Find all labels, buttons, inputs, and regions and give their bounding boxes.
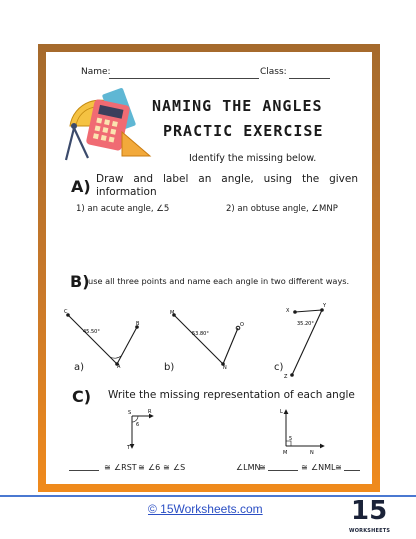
congruent-5: ≅ (301, 463, 308, 472)
fig-lmn-n: N (310, 450, 314, 456)
class-line (289, 78, 330, 79)
logo-text: WORKSHEETS (349, 528, 391, 534)
angle-figure-c (292, 310, 322, 375)
section-a-item-2: 2) an obtuse angle, ∠MNP (226, 204, 338, 214)
section-c-figures (120, 406, 360, 458)
name-label: Name: (81, 67, 111, 77)
fig-a-measure-label: 45.50° (83, 329, 100, 335)
fig-b-label: b) (164, 362, 175, 373)
section-c-letter: C) (72, 387, 92, 406)
fig-a-vertex-1: C (64, 309, 68, 315)
fig-c-vertex-3: Z (284, 374, 288, 380)
logo-number: 15 (351, 496, 388, 526)
answer-blank-1[interactable] (69, 470, 99, 471)
section-a-instruction: Draw and label an angle, using the given information (96, 173, 358, 198)
section-b-figures (60, 298, 370, 382)
congruent-1: ≅ (104, 463, 111, 472)
fig-rst-number: 6 (136, 422, 140, 428)
title-line-2: PRACTIC EXERCISE (163, 122, 324, 140)
section-b-letter: B) (70, 272, 90, 291)
angle-6: ∠6 (148, 463, 161, 472)
fig-b-measure-label: 53.80° (192, 331, 209, 337)
section-a-letter: A) (71, 177, 91, 196)
fig-b-vertex-3: O (240, 322, 244, 328)
angle-nml: ∠NML (311, 463, 336, 472)
fig-rst-r: R (148, 409, 152, 415)
fig-c-vertex-1: X (286, 308, 290, 314)
class-label: Class: (260, 67, 287, 77)
angle-rst: ∠RST (114, 463, 137, 472)
congruent-3: ≅ (163, 463, 170, 472)
worksheets-logo (349, 496, 391, 538)
congruent-4: ≅ (259, 463, 266, 472)
fig-b-vertex-2: N (223, 365, 227, 371)
fig-lmn-m: M (283, 450, 288, 456)
fig-c-measure-label: 35.20° (297, 321, 314, 327)
subtitle: Identify the missing below. (189, 153, 317, 164)
name-line (109, 78, 259, 79)
fig-a-vertex-2: A (117, 364, 121, 370)
fig-c-vertex-2: Y (323, 303, 327, 309)
copyright-link[interactable]: © 15Worksheets.com (148, 502, 263, 516)
angle-figure-a (68, 315, 137, 364)
section-a-item-1: 1) an acute angle, ∠5 (76, 204, 170, 214)
section-b-instruction: use all three points and name each angle in two different ways. (88, 276, 350, 286)
fig-rst-s: S (128, 410, 132, 416)
section-c-instruction: Write the missing representation of each angle (108, 389, 355, 401)
angle-figure-b (174, 315, 238, 364)
fig-lmn-number: 5 (289, 436, 293, 442)
title-line-1: NAMING THE ANGLES (152, 97, 323, 115)
angle-lmn: ∠LMN (236, 463, 261, 472)
fig-a-vertex-3: B (136, 321, 140, 327)
math-tools-illustration (62, 86, 154, 166)
fig-a-label: a) (74, 362, 85, 373)
congruent-2: ≅ (138, 463, 145, 472)
fig-rst-t: T (127, 445, 131, 451)
fig-b-vertex-1: M (170, 310, 175, 316)
answer-blank-2[interactable] (268, 470, 298, 471)
angle-figure-rst (132, 416, 153, 448)
answer-blank-3[interactable] (344, 470, 360, 471)
fig-c-label: c) (274, 362, 284, 373)
fig-lmn-l: L (280, 409, 283, 415)
angle-s: ∠S (173, 463, 186, 472)
congruent-6: ≅ (335, 463, 342, 472)
